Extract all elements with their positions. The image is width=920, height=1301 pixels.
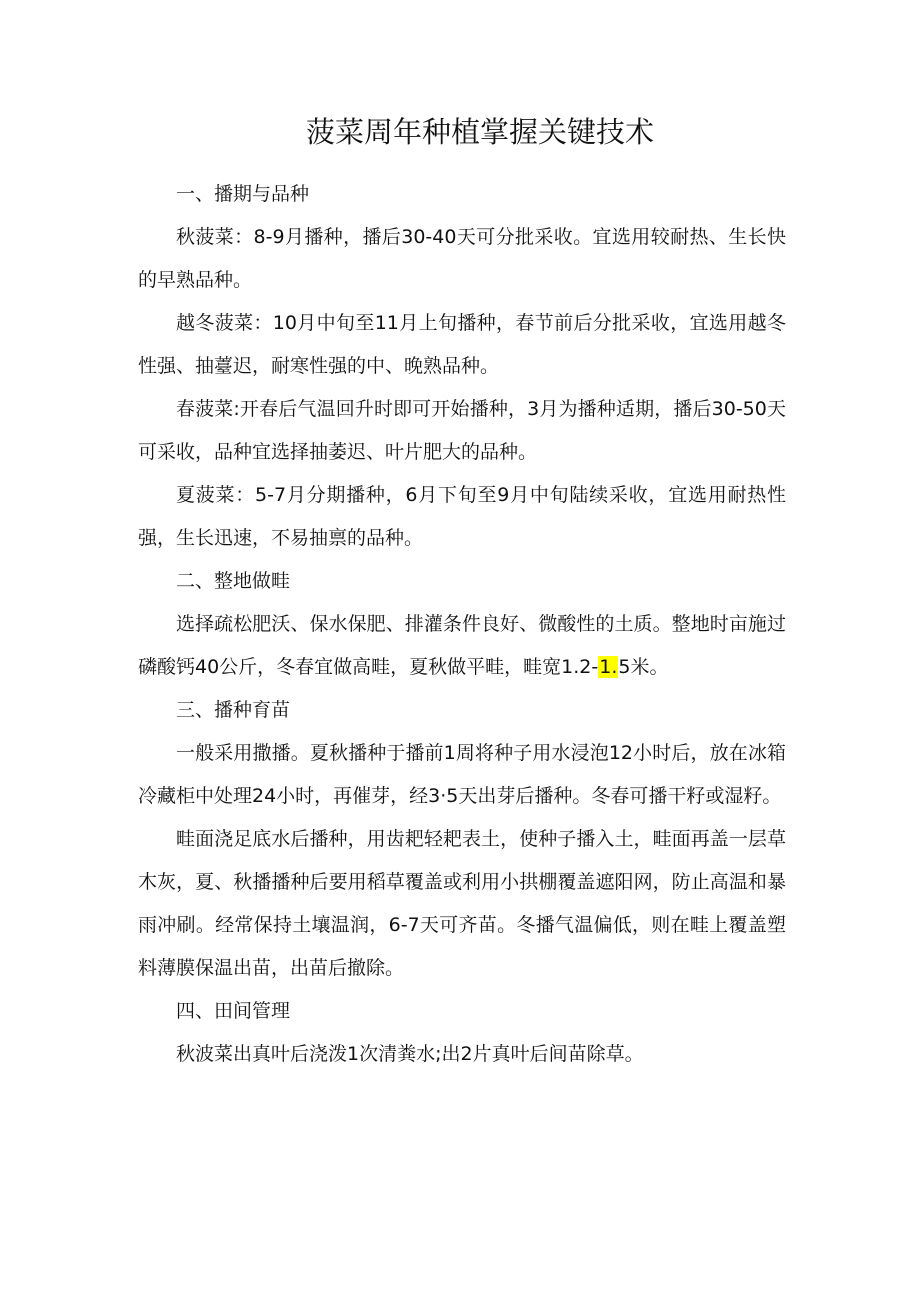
document-body xyxy=(138,173,786,1076)
section-heading-land-prep: 二、整地做畦 xyxy=(176,570,291,592)
paragraph-overwinter-spinach: 越冬菠菜：10月中旬至11月上旬播种，春节前后分批采收，宜选用越冬性强、抽薹迟，耐寒性强的中、晚熟品种。 xyxy=(138,312,786,377)
paragraph-land-prep-end: 5米。 xyxy=(618,656,669,678)
document-title: 菠菜周年种植掌握关键技术 xyxy=(305,115,654,149)
highlighted-text: 1. xyxy=(599,656,618,678)
paragraph-seedling-method: 一般采用撒播。夏秋播种于播前1周将种子用水浸泡12小时后，放在冰箱冷藏柜中处理24小时，再催芽，经3·5天出芽后播种。冬春可播干籽或湿籽。 xyxy=(138,742,786,807)
paragraph-seedling-sowing: 畦面浇足底水后播种，用齿耙轻耙表土，使种子播入土，畦面再盖一层草木灰，夏、秋播播种后要用稻草覆盖或利用小拱棚覆盖遮阳网，防止高温和暴雨冲刷。经常保持土壤温润，6-7天可齐苗。冬播气温偏低，则在畦上覆盖塑料薄膜保温出苗，出苗后撤除。 xyxy=(138,828,786,979)
section-heading-seedling: 三、播种育苗 xyxy=(176,699,291,721)
paragraph-land-prep xyxy=(138,603,786,689)
paragraph-field-management: 秋波菜出真叶后浇泼1次清粪水;出2片真叶后间苗除草。 xyxy=(176,1043,644,1065)
paragraph-land-prep-text: 选择疏松肥沃、保水保肥、排灌条件良好、微酸性的土质。整地时亩施过磷酸钙40公斤，冬春宜做高畦，夏秋做平畦，畦宽1.2- xyxy=(138,613,786,678)
paragraph-autumn-spinach: 秋菠菜：8-9月播种，播后30-40天可分批采收。宜选用较耐热、生长快的早熟品种。 xyxy=(138,226,786,291)
paragraph-summer-spinach: 夏菠菜：5-7月分期播种，6月下旬至9月中旬陆续采收，宜选用耐热性强，生长迅速，不易抽禀的品种。 xyxy=(138,484,786,549)
section-heading-field-management: 四、田间管理 xyxy=(176,1000,291,1022)
paragraph-spring-spinach: 春菠菜:开春后气温回升时即可开始播种，3月为播种适期，播后30-50天可采收，品种宜选择抽萎迟、叶片肥大的品种。 xyxy=(138,398,786,463)
section-heading-sowing: 一、播期与品种 xyxy=(176,183,310,205)
